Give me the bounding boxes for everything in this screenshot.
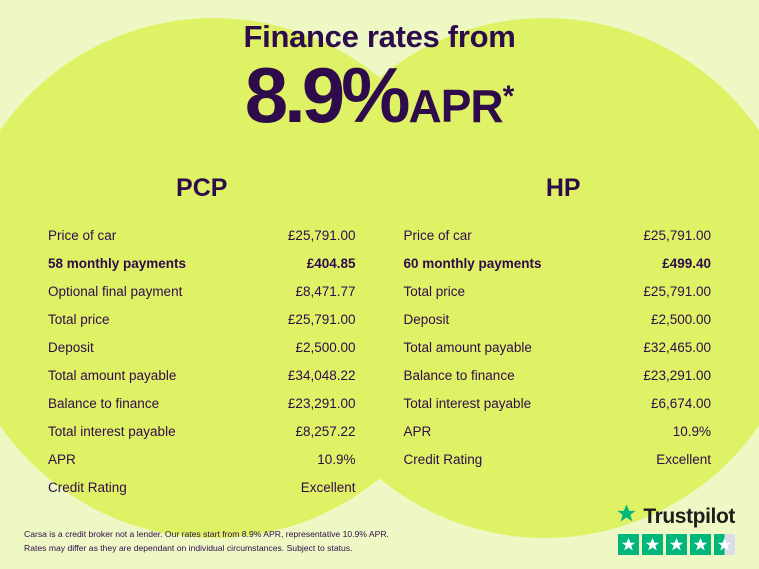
row-label: Credit Rating (48, 479, 127, 495)
header (0, 0, 759, 140)
row-value: £8,257.22 (295, 423, 356, 439)
star-icon-filled (618, 534, 639, 555)
row-label: Deposit (403, 311, 450, 327)
disclaimer-line-1: Carsa is a credit broker not a lender. Our rates start from 8.9% APR, representative 10.9% APR. (24, 529, 389, 540)
finance-column-pcp (24, 174, 380, 501)
trustpilot-stars (615, 534, 735, 555)
row-value: 10.9% (672, 423, 711, 439)
finance-table-pcp (48, 221, 356, 501)
table-row (404, 305, 712, 333)
row-label: Optional final payment (48, 283, 183, 299)
star-icon-half (714, 534, 735, 555)
rate-apr-label: APR (408, 80, 503, 133)
table-row (404, 361, 712, 389)
row-label: Total price (403, 283, 466, 299)
row-value: £499.40 (662, 255, 711, 271)
table-row (48, 473, 356, 501)
row-label: Price of car (48, 227, 117, 243)
table-row (48, 277, 356, 305)
row-value: £6,674.00 (650, 395, 711, 411)
column-heading-hp: HP (545, 174, 581, 203)
table-row (404, 221, 712, 249)
table-row (48, 305, 356, 333)
row-label: Total amount payable (48, 367, 177, 383)
row-label: Total amount payable (403, 339, 532, 355)
headline-rate (0, 51, 759, 140)
finance-table-hp (404, 221, 712, 473)
rate-value: 8.9% (244, 51, 407, 140)
row-value: Excellent (300, 479, 356, 495)
row-value: £25,791.00 (643, 283, 711, 299)
table-row (48, 221, 356, 249)
row-value: £23,291.00 (643, 367, 711, 383)
row-label: 60 monthly payments (403, 255, 542, 271)
finance-comparison (0, 174, 759, 501)
page-title: Finance rates from (243, 19, 516, 54)
row-label: APR (403, 423, 432, 439)
star-icon-filled (666, 534, 687, 555)
disclaimer (24, 528, 389, 555)
row-label: Credit Rating (403, 451, 483, 467)
row-label: Total interest payable (403, 395, 532, 411)
row-value: £25,791.00 (287, 311, 356, 327)
table-row (48, 445, 356, 473)
star-icon-filled (642, 534, 663, 555)
table-row (48, 417, 356, 445)
table-row (404, 417, 712, 445)
table-row (404, 249, 712, 277)
table-row (48, 361, 356, 389)
row-label: APR (48, 451, 76, 467)
trustpilot-star-icon (615, 503, 638, 530)
table-row (404, 389, 712, 417)
table-row (48, 333, 356, 361)
trustpilot-wordmark: Trustpilot (643, 504, 735, 528)
star-icon-filled (690, 534, 711, 555)
row-label: 58 monthly payments (48, 255, 187, 271)
row-value: £32,465.00 (643, 339, 711, 355)
column-heading-pcp: PCP (176, 174, 228, 203)
row-value: 10.9% (317, 451, 356, 467)
table-row (404, 333, 712, 361)
row-value: £25,791.00 (287, 227, 356, 243)
row-value: Excellent (656, 451, 711, 467)
row-label: Balance to finance (48, 395, 160, 411)
disclaimer-line-2: Rates may differ as they are dependant on individual circumstances. Subject to status. (24, 542, 353, 553)
row-label: Price of car (403, 227, 472, 243)
row-value: £404.85 (306, 255, 356, 271)
row-label: Total interest payable (48, 423, 176, 439)
row-label: Deposit (48, 339, 94, 355)
row-value: £2,500.00 (650, 311, 711, 327)
row-label: Balance to finance (403, 367, 515, 383)
footer (0, 503, 759, 555)
table-row (48, 249, 356, 277)
row-value: £34,048.22 (287, 367, 356, 383)
row-value: £23,291.00 (287, 395, 356, 411)
row-value: £2,500.00 (295, 339, 356, 355)
finance-column-hp (380, 174, 736, 501)
row-value: £25,791.00 (643, 227, 711, 243)
row-value: £8,471.77 (295, 283, 356, 299)
table-row (404, 277, 712, 305)
row-label: Total price (48, 311, 110, 327)
table-row (404, 445, 712, 473)
trustpilot-rating (615, 503, 735, 555)
rate-asterisk: * (502, 80, 515, 114)
table-row (48, 389, 356, 417)
